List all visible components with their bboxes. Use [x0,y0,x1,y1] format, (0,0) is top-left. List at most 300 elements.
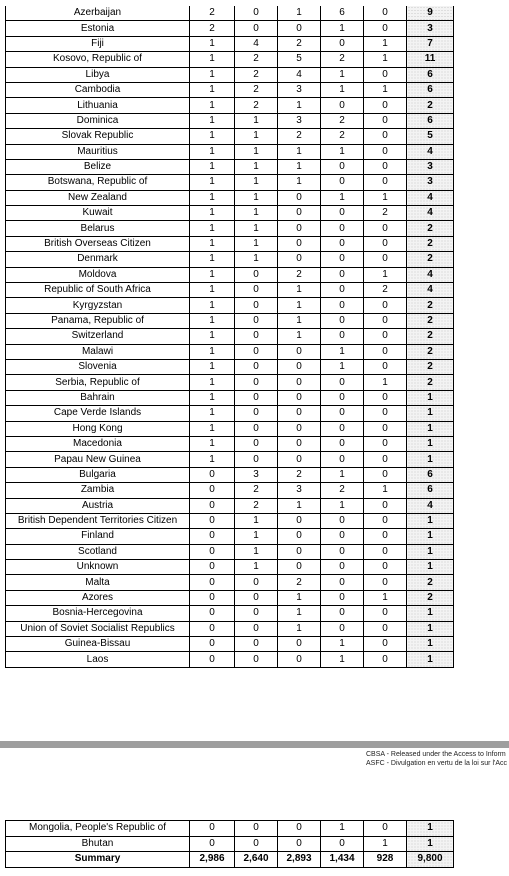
table-row [6,175,454,190]
table-row [6,313,454,328]
count-cell: 0 [364,560,407,575]
count-cell: 0 [364,467,407,482]
country-cell: British Overseas Citizen [6,236,190,251]
total-cell: 4 [407,190,454,205]
count-cell: 0 [321,421,364,436]
count-cell: 0 [278,529,321,544]
count-cell: 0 [364,606,407,621]
country-cell: Union of Soviet Socialist Republics [6,621,190,636]
country-cell: Serbia, Republic of [6,375,190,390]
count-cell: 1 [278,298,321,313]
count-cell: 1 [364,836,407,852]
count-cell: 0 [364,821,407,837]
count-cell: 0 [321,36,364,51]
country-cell: Lithuania [6,98,190,113]
table-row [6,113,454,128]
count-cell: 1 [190,221,235,236]
count-cell: 0 [278,236,321,251]
count-cell: 0 [364,98,407,113]
count-cell: 2 [321,52,364,67]
total-cell: 1 [407,637,454,652]
table-row [6,52,454,67]
count-cell: 0 [278,344,321,359]
count-cell: 0 [278,821,321,837]
count-cell: 3 [278,483,321,498]
count-cell: 0 [364,313,407,328]
country-cell: Malawi [6,344,190,359]
count-cell: 1 [278,6,321,21]
count-cell: 0 [278,544,321,559]
total-cell: 1 [407,821,454,837]
count-cell: 0 [190,621,235,636]
count-cell: 0 [364,513,407,528]
count-cell: 1 [190,375,235,390]
country-cell: Austria [6,498,190,513]
country-cell: Fiji [6,36,190,51]
count-cell: 0 [278,452,321,467]
count-cell: 0 [235,421,278,436]
country-cell: Guinea-Bissau [6,637,190,652]
country-cell: Denmark [6,252,190,267]
country-cell: Cambodia [6,82,190,97]
count-cell: 0 [364,436,407,451]
count-cell: 6 [321,6,364,21]
table-row [6,221,454,236]
count-cell: 1 [190,390,235,405]
country-cell: Laos [6,652,190,667]
count-cell: 1 [278,313,321,328]
count-cell: 1 [190,313,235,328]
count-cell: 0 [235,359,278,374]
count-cell: 1 [190,359,235,374]
total-cell: 7 [407,36,454,51]
count-cell: 1 [190,252,235,267]
count-cell: 1 [235,190,278,205]
country-cell: Kosovo, Republic of [6,52,190,67]
table-row [6,375,454,390]
count-cell: 1 [321,359,364,374]
country-cell: Zambia [6,483,190,498]
country-cell: Cape Verde Islands [6,406,190,421]
table-row [6,267,454,282]
total-cell: 1 [407,652,454,667]
count-cell: 0 [321,544,364,559]
count-cell: 0 [190,498,235,513]
count-cell: 1 [190,36,235,51]
total-cell: 2 [407,236,454,251]
count-cell: 1 [190,206,235,221]
count-cell: 0 [321,406,364,421]
table-row [6,483,454,498]
total-cell: 6 [407,113,454,128]
count-cell: 1 [190,159,235,174]
count-cell: 0 [321,621,364,636]
count-cell: 0 [321,513,364,528]
count-cell: 0 [321,529,364,544]
count-cell: 2 [278,575,321,590]
count-cell: 0 [364,159,407,174]
count-cell: 1 [190,236,235,251]
total-cell: 3 [407,175,454,190]
count-cell: 0 [321,267,364,282]
count-cell: 0 [321,436,364,451]
count-cell: 0 [321,452,364,467]
count-cell: 0 [235,452,278,467]
count-cell: 1 [278,606,321,621]
table-row [6,513,454,528]
count-cell: 3 [278,82,321,97]
total-cell: 2 [407,313,454,328]
country-cell: Hong Kong [6,421,190,436]
total-cell: 1 [407,560,454,575]
count-cell: 0 [278,21,321,36]
count-cell: 0 [364,67,407,82]
count-cell: 1 [278,590,321,605]
count-cell: 1 [278,175,321,190]
count-cell: 1 [235,560,278,575]
table-row [6,529,454,544]
table-row [6,406,454,421]
count-cell: 1 [364,267,407,282]
count-cell: 1 [190,175,235,190]
count-cell: 0 [321,560,364,575]
count-cell: 2 [321,113,364,128]
table-row [6,98,454,113]
count-cell: 0 [321,283,364,298]
count-cell: 2 [321,129,364,144]
total-cell: 1 [407,421,454,436]
country-cell: Bulgaria [6,467,190,482]
count-cell: 0 [235,344,278,359]
total-cell: 4 [407,498,454,513]
count-cell: 1 [235,144,278,159]
table-row [6,452,454,467]
count-cell: 0 [364,236,407,251]
count-cell: 0 [364,298,407,313]
count-cell: 2 [235,82,278,97]
count-cell: 1 [235,221,278,236]
table-row [6,252,454,267]
table-row [6,836,454,852]
count-cell: 0 [235,821,278,837]
count-cell: 0 [278,637,321,652]
count-cell: 0 [364,406,407,421]
table-row [6,329,454,344]
count-cell: 1 [364,52,407,67]
table-row [6,590,454,605]
total-cell: 6 [407,82,454,97]
count-cell: 0 [364,421,407,436]
total-cell: 3 [407,159,454,174]
total-cell: 2 [407,359,454,374]
count-cell: 0 [321,159,364,174]
count-cell: 2 [278,36,321,51]
country-cell: Malta [6,575,190,590]
count-cell: 0 [278,836,321,852]
country-cell: Moldova [6,267,190,282]
count-cell: 0 [278,390,321,405]
count-cell: 1 [190,82,235,97]
total-cell: 2 [407,590,454,605]
count-cell: 0 [364,221,407,236]
table-row [6,144,454,159]
table-row [6,129,454,144]
count-cell: 0 [321,575,364,590]
count-cell: 0 [235,313,278,328]
country-cell: Mauritius [6,144,190,159]
total-cell: 2 [407,375,454,390]
total-cell: 9 [407,6,454,21]
count-cell: 0 [364,21,407,36]
country-cell: Summary [6,852,190,868]
count-cell: 1 [190,452,235,467]
count-cell: 1 [278,98,321,113]
total-cell: 4 [407,267,454,282]
count-cell: 0 [235,6,278,21]
total-cell: 1 [407,544,454,559]
table-row [6,159,454,174]
count-cell: 1 [364,190,407,205]
total-cell: 2 [407,575,454,590]
count-cell: 0 [278,406,321,421]
country-cell: Slovenia [6,359,190,374]
count-cell: 1 [190,344,235,359]
count-cell: 2 [235,67,278,82]
count-cell: 1 [321,67,364,82]
total-cell: 6 [407,67,454,82]
count-cell: 0 [278,206,321,221]
country-cell: Mongolia, People's Republic of [6,821,190,837]
count-cell: 0 [235,267,278,282]
summary-row [6,852,454,868]
count-cell: 0 [190,821,235,837]
count-cell: 1 [190,436,235,451]
count-cell: 0 [278,652,321,667]
count-cell: 1 [235,513,278,528]
count-cell: 0 [364,344,407,359]
count-cell: 1 [235,159,278,174]
count-cell: 2 [190,21,235,36]
count-cell: 2,986 [190,852,235,868]
total-cell: 2 [407,298,454,313]
table-row [6,560,454,575]
total-cell: 2 [407,329,454,344]
count-cell: 1 [321,21,364,36]
count-cell: 2 [278,467,321,482]
count-cell: 1 [235,206,278,221]
count-cell: 0 [190,467,235,482]
country-cell: Estonia [6,21,190,36]
table-row [6,637,454,652]
count-cell: 1 [321,467,364,482]
count-cell: 0 [364,113,407,128]
country-cell: Kuwait [6,206,190,221]
count-cell: 1 [235,113,278,128]
count-cell: 0 [364,252,407,267]
release-stamp-line-2: ASFC - Divulgation en vertu de la loi sur l'Acc [366,760,508,767]
count-cell: 1 [321,637,364,652]
count-cell: 5 [278,52,321,67]
count-cell: 0 [321,236,364,251]
count-cell: 3 [278,113,321,128]
country-cell: British Dependent Territories Citizen [6,513,190,528]
table-row [6,21,454,36]
count-cell: 0 [235,575,278,590]
count-cell: 1 [364,36,407,51]
count-cell: 0 [321,329,364,344]
count-cell: 0 [278,560,321,575]
count-cell: 0 [321,298,364,313]
page-break-divider [0,741,509,748]
total-cell: 2 [407,344,454,359]
table-row [6,436,454,451]
count-cell: 0 [235,436,278,451]
count-cell: 1 [278,144,321,159]
table-row [6,344,454,359]
count-cell: 0 [190,590,235,605]
count-cell: 0 [321,221,364,236]
count-cell: 3 [235,467,278,482]
total-cell: 1 [407,452,454,467]
count-cell: 0 [321,206,364,221]
count-cell: 0 [321,836,364,852]
count-cell: 0 [364,144,407,159]
total-cell: 4 [407,206,454,221]
country-cell: Bahrain [6,390,190,405]
total-cell: 1 [407,406,454,421]
count-cell: 0 [321,590,364,605]
country-cell: Finland [6,529,190,544]
count-cell: 1 [190,52,235,67]
count-cell: 0 [278,221,321,236]
count-cell: 1 [190,144,235,159]
country-cell: Macedonia [6,436,190,451]
count-cell: 1 [278,283,321,298]
count-cell: 2 [235,98,278,113]
total-cell: 6 [407,467,454,482]
count-cell: 0 [321,175,364,190]
count-cell: 1 [235,175,278,190]
count-cell: 0 [235,652,278,667]
count-cell: 1 [321,82,364,97]
country-cell: Belize [6,159,190,174]
count-cell: 1 [321,144,364,159]
count-cell: 2 [278,267,321,282]
count-cell: 0 [278,513,321,528]
count-cell: 0 [364,529,407,544]
total-cell: 9,800 [407,852,454,868]
count-cell: 2,893 [278,852,321,868]
table-row [6,190,454,205]
total-cell: 1 [407,836,454,852]
count-cell: 0 [190,544,235,559]
table-row [6,498,454,513]
count-cell: 0 [364,175,407,190]
count-cell: 1 [364,483,407,498]
table-row [6,206,454,221]
count-cell: 0 [278,421,321,436]
count-cell: 1 [321,652,364,667]
total-cell: 1 [407,529,454,544]
count-cell: 0 [321,606,364,621]
table-row [6,575,454,590]
count-cell: 0 [235,590,278,605]
count-cell: 0 [364,6,407,21]
count-cell: 0 [190,637,235,652]
count-cell: 0 [364,621,407,636]
table-row [6,390,454,405]
count-cell: 1 [190,129,235,144]
count-cell: 2 [364,283,407,298]
count-cell: 0 [321,390,364,405]
count-cell: 1 [190,298,235,313]
count-cell: 1 [278,329,321,344]
count-cell: 0 [278,190,321,205]
table-row [6,544,454,559]
country-cell: Papau New Guinea [6,452,190,467]
count-cell: 0 [235,836,278,852]
total-cell: 3 [407,21,454,36]
country-table-bottom [5,820,454,868]
country-cell: Bhutan [6,836,190,852]
table-row [6,652,454,667]
count-cell: 0 [235,606,278,621]
count-cell: 2 [190,6,235,21]
count-cell: 1 [190,98,235,113]
count-cell: 0 [364,652,407,667]
total-cell: 1 [407,436,454,451]
count-cell: 0 [364,575,407,590]
count-cell: 0 [190,560,235,575]
count-cell: 0 [190,483,235,498]
total-cell: 11 [407,52,454,67]
count-cell: 0 [364,637,407,652]
count-cell: 0 [321,375,364,390]
count-cell: 0 [321,313,364,328]
country-cell: Unknown [6,560,190,575]
count-cell: 1 [190,421,235,436]
count-cell: 0 [364,452,407,467]
count-cell: 1 [235,529,278,544]
table-row [6,283,454,298]
table-row [6,621,454,636]
count-cell: 0 [278,252,321,267]
count-cell: 1 [190,329,235,344]
count-cell: 1 [364,82,407,97]
count-cell: 0 [235,375,278,390]
release-stamp-line-1: CBSA - Released under the Access to Inform [366,751,506,758]
total-cell: 5 [407,129,454,144]
total-cell: 1 [407,390,454,405]
count-cell: 0 [190,529,235,544]
count-cell: 2,640 [235,852,278,868]
count-cell: 1 [364,375,407,390]
count-cell: 0 [278,436,321,451]
count-cell: 0 [190,652,235,667]
count-cell: 1 [190,67,235,82]
country-cell: Switzerland [6,329,190,344]
table-row [6,298,454,313]
total-cell: 4 [407,283,454,298]
count-cell: 0 [364,498,407,513]
total-cell: 2 [407,98,454,113]
table-row [6,821,454,837]
count-cell: 4 [235,36,278,51]
country-cell: Republic of South Africa [6,283,190,298]
count-cell: 1 [321,190,364,205]
count-cell: 1 [321,821,364,837]
country-cell: Belarus [6,221,190,236]
